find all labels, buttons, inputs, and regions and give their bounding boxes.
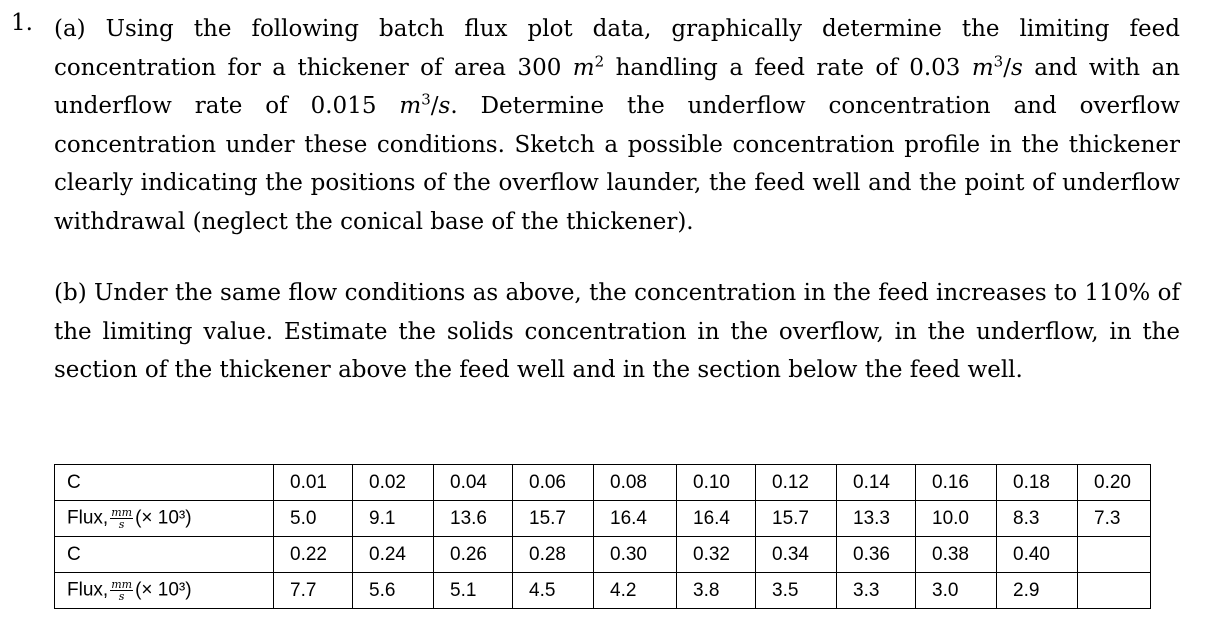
- table-cell: [1078, 537, 1151, 573]
- table-cell: 16.4: [594, 501, 677, 537]
- table-row: [55, 537, 1151, 573]
- row-label-flux: Flux, $\frac{mm}{s}$ (× 10³): [55, 573, 274, 609]
- table-cell: 3.0: [916, 573, 997, 609]
- table-cell: 4.2: [594, 573, 677, 609]
- table-cell: 10.0: [916, 501, 997, 537]
- part-b-text: (b) Under the same flow conditions as above, the concentration in the feed increases to 110% of the limiting value. Estimate the solids concentration in the overflow, in the underflow, in the section of the thickener above the feed well and in the section below the feed well.: [54, 280, 1180, 383]
- table-cell: 0.14: [837, 465, 916, 501]
- table-cell: 0.18: [997, 465, 1078, 501]
- table-cell: 0.22: [274, 537, 353, 573]
- table-cell: 0.24: [353, 537, 434, 573]
- table-cell: 0.01: [274, 465, 353, 501]
- table-cell: 4.5: [513, 573, 594, 609]
- table-cell: 0.38: [916, 537, 997, 573]
- table-cell: 13.3: [837, 501, 916, 537]
- table-cell: 5.6: [353, 573, 434, 609]
- table-cell: 15.7: [756, 501, 837, 537]
- table-cell: 0.16: [916, 465, 997, 501]
- table-cell: 0.40: [997, 537, 1078, 573]
- part-a-text: (a) Using the following batch flux plot data, graphically determine the limiting feed concentration for a thickener of area 300 $m^2$ handling a feed rate of 0.03 $m^3/s$ and with an underflow rate of 0.015 $m^3/s$. Determine the underflow concentration and overflow concentration under these conditions. Sketch a possible concentration profile in the thickener clearly indicating the positions of the overflow launder, the feed well and the point of underflow withdrawal (neglect the conical base of the thickener).: [54, 16, 1180, 235]
- table-cell: 0.08: [594, 465, 677, 501]
- table-cell: [1078, 573, 1151, 609]
- table-cell: 5.0: [274, 501, 353, 537]
- table-cell: 0.34: [756, 537, 837, 573]
- table-cell: 0.20: [1078, 465, 1151, 501]
- table-cell: 0.12: [756, 465, 837, 501]
- table-row: [55, 465, 1151, 501]
- table-cell: 16.4: [677, 501, 756, 537]
- batch-flux-table: [54, 464, 1151, 609]
- table-cell: 7.7: [274, 573, 353, 609]
- table-cell: 2.9: [997, 573, 1078, 609]
- row-label-flux: Flux, $\frac{mm}{s}$ (× 10³): [55, 501, 274, 537]
- table-cell: 0.04: [434, 465, 513, 501]
- question-number: 1.: [11, 10, 33, 36]
- table-cell: 9.1: [353, 501, 434, 537]
- table-cell: 3.5: [756, 573, 837, 609]
- table-cell: 8.3: [997, 501, 1078, 537]
- table-row: [55, 501, 1151, 537]
- table-cell: 3.8: [677, 573, 756, 609]
- table-cell: 7.3: [1078, 501, 1151, 537]
- row-label-concentration: C: [55, 537, 274, 573]
- table-cell: 0.02: [353, 465, 434, 501]
- table-cell: 0.36: [837, 537, 916, 573]
- row-label-concentration: C: [55, 465, 274, 501]
- table-cell: 0.26: [434, 537, 513, 573]
- table-cell: 0.32: [677, 537, 756, 573]
- table-cell: 0.06: [513, 465, 594, 501]
- table-cell: 3.3: [837, 573, 916, 609]
- table-cell: 13.6: [434, 501, 513, 537]
- table-cell: 0.30: [594, 537, 677, 573]
- table-cell: 0.28: [513, 537, 594, 573]
- table-cell: 0.10: [677, 465, 756, 501]
- table-row: [55, 573, 1151, 609]
- table-cell: 15.7: [513, 501, 594, 537]
- table-cell: 5.1: [434, 573, 513, 609]
